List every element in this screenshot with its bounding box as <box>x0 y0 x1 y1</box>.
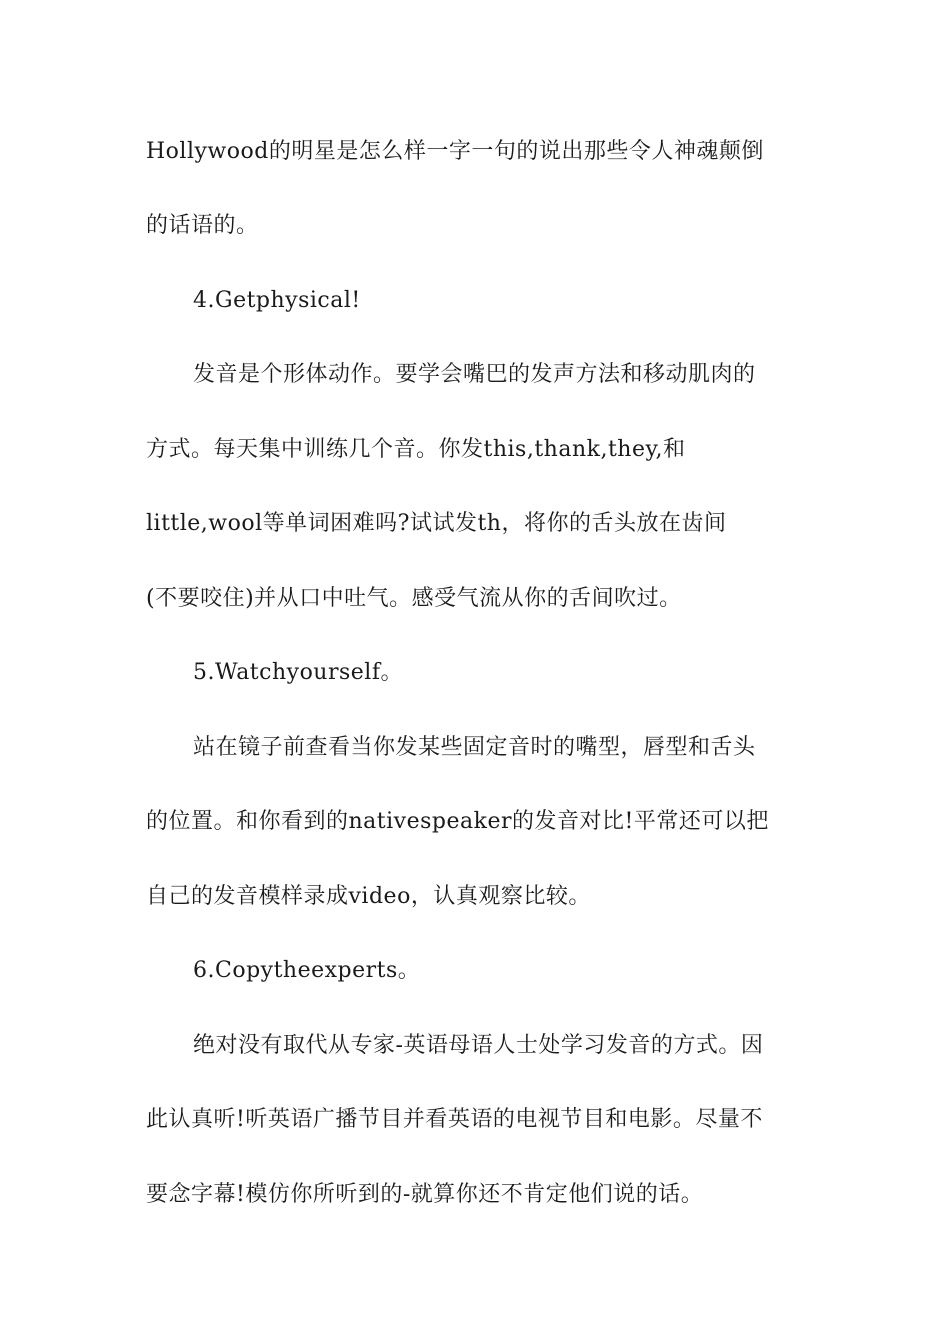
paragraph-line: 站在镜子前查看当你发某些固定音时的嘴型，唇型和舌头 <box>193 735 756 760</box>
paragraph-line: 的话语的。 <box>146 213 259 238</box>
paragraph-line: 此认真听!听英语广播节目并看英语的电视节目和电影。尽量不 <box>146 1107 763 1132</box>
paragraph-line: 方式。每天集中训练几个音。你发this,thank,they,和 <box>146 437 686 462</box>
paragraph-line: 的位置。和你看到的nativespeaker的发音对比!平常还可以把 <box>146 809 769 834</box>
paragraph-line: 自己的发音模样录成video，认真观察比较。 <box>146 884 591 909</box>
section-heading: 6.Copytheexperts。 <box>193 958 421 983</box>
paragraph-line: Hollywood的明星是怎么样一字一句的说出那些令人神魂颠倒 <box>146 139 764 164</box>
section-heading: 5.Watchyourself。 <box>193 660 403 685</box>
section-heading: 4.Getphysical! <box>193 288 361 313</box>
paragraph-line: 要念字幕!模仿你所听到的-就算你还不肯定他们说的话。 <box>146 1182 704 1207</box>
paragraph-line: 绝对没有取代从专家-英语母语人士处学习发音的方式。因 <box>193 1033 764 1058</box>
paragraph-line: (不要咬住)并从口中吐气。感受气流从你的舌间吹过。 <box>146 586 682 611</box>
paragraph-line: 发音是个形体动作。要学会嘴巴的发声方法和移动肌肉的 <box>193 362 756 387</box>
paragraph-line: little,wool等单词困难吗?试试发th，将你的舌头放在齿间 <box>146 511 727 536</box>
